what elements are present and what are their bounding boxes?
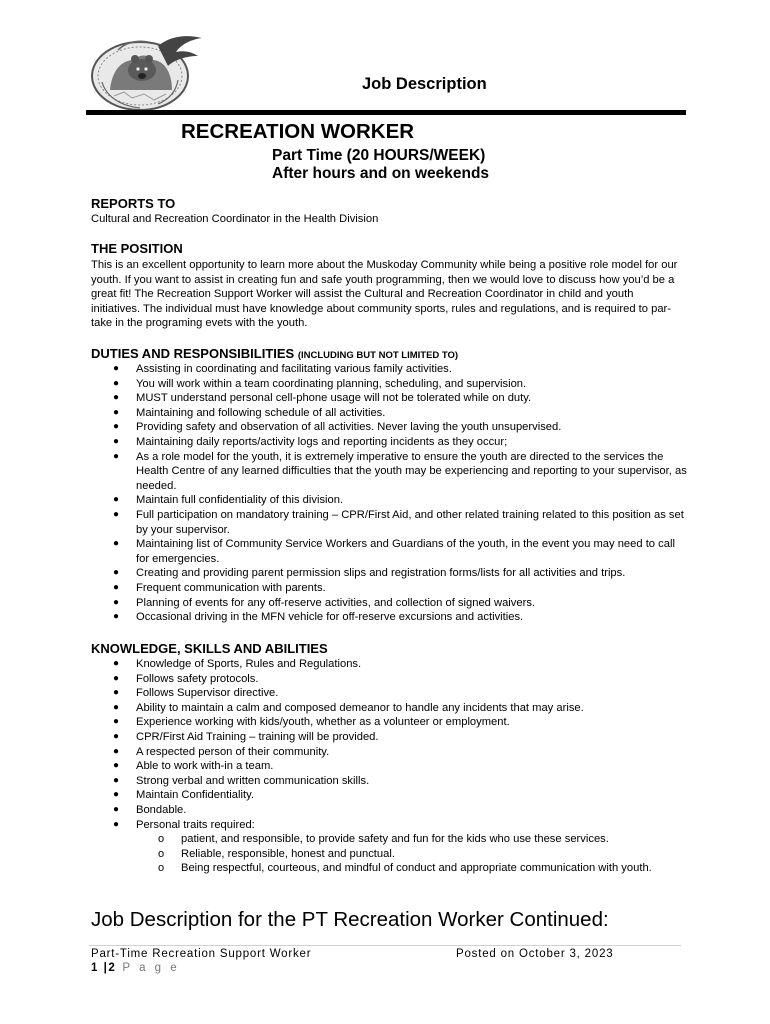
document-label: Job Description <box>362 75 487 93</box>
bullet-icon: ● <box>113 581 120 593</box>
page-current: 1 <box>91 962 99 974</box>
list-item: ● Maintain Confidentiality. <box>113 789 254 802</box>
position-text: This is an excellent opportunity to learn more about the Muskoday Community while being a positive role model for our youth. If you want to assist in creating fun and safe youth programming, then we would love to discuss how you’d be a great fit! The Recreation Support Worker will assist the Cultural and Recreation Coordinator in child and youth initiatives. The individual must have knowledge about community sports, rules and regulations, and is required to par-take in the programing evets with the youth. <box>91 259 678 330</box>
bullet-icon: ● <box>113 596 120 608</box>
list-item: ● As a role model for the youth, it is extremely imperative to ensure the youth are directed to the services the Health Centre of any learned difficulties that the youth may be experiencing and reporting to your supervisor, as needed. <box>113 450 687 492</box>
bullet-icon: ● <box>113 538 120 550</box>
list-item: ● Strong verbal and written communication skills. <box>113 774 370 787</box>
list-item: ● Frequent communication with parents. <box>113 581 326 594</box>
bullet-icon: ● <box>113 406 120 418</box>
bullet-icon: ● <box>113 508 120 520</box>
job-schedule: After hours and on weekends <box>272 165 490 182</box>
bullet-icon: ● <box>113 567 120 579</box>
bullet-icon: ● <box>113 818 120 830</box>
bullet-icon: ● <box>113 687 120 699</box>
job-hours: Part Time (20 HOURS/WEEK) <box>272 147 486 164</box>
list-item: ● Follows Supervisor directive. <box>113 687 279 700</box>
reports-to-heading: REPORTS TO <box>91 196 176 211</box>
job-title: RECREATION WORKER <box>181 120 415 143</box>
list-item: ● Providing safety and observation of all activities. Never laving the youth unsupervised. <box>113 421 562 434</box>
ksa-heading: KNOWLEDGE, SKILLS AND ABILITIES <box>91 641 328 656</box>
circle-bullet-icon: o <box>158 862 165 875</box>
list-item: ● MUST understand personal cell-phone usage will not be tolerated while on duty. <box>113 392 532 405</box>
list-item: ● Creating and providing parent permission slips and registration forms/lists for all activities and trips. <box>113 567 626 580</box>
bullet-icon: ● <box>113 494 120 506</box>
position-heading: THE POSITION <box>91 241 183 256</box>
circle-bullet-icon: o <box>158 847 165 860</box>
duties-heading <box>91 346 458 361</box>
bullet-icon: ● <box>113 701 120 713</box>
list-item: ● Assisting in coordinating and facilitating various family activities. <box>113 363 452 375</box>
continued-heading: Job Description for the PT Recreation Worker Continued: <box>91 908 609 931</box>
list-item: ● A respected person of their community. <box>113 745 330 758</box>
bullet-icon: ● <box>113 450 120 462</box>
list-item: o Being respectful, courteous, and mindful of conduct and appropriate communication with youth. <box>158 862 652 875</box>
duties-heading-note: (INCLUDING BUT NOT LIMITED TO) <box>297 350 459 361</box>
circle-bullet-icon: o <box>158 833 165 846</box>
list-item: o patient, and responsible, to provide safety and fun for the kids who use these services. <box>158 833 609 846</box>
list-item: ● Ability to maintain a calm and composed demeanor to handle any incidents that may arise. <box>113 701 584 714</box>
list-item: ● Bondable. <box>113 803 187 816</box>
page-total: 2 <box>108 962 117 974</box>
bullet-icon: ● <box>113 760 120 772</box>
bullet-icon: ● <box>113 730 120 742</box>
duties-heading-label: DUTIES AND RESPONSIBILITIES <box>91 346 295 361</box>
list-item: ● CPR/First Aid Training – training will be provided. <box>113 730 379 743</box>
list-item: ● You will work within a team coordinating planning, scheduling, and supervision. <box>113 377 527 390</box>
bullet-icon: ● <box>113 774 120 786</box>
list-item: ● Maintaining list of Community Service Workers and Guardians of the youth, in the event you may need to call for emergencies. <box>113 538 675 565</box>
bullet-icon: ● <box>113 435 120 447</box>
list-item: ● Planning of events for any off-reserve activities, and collection of signed waivers. <box>113 596 536 609</box>
ksa-list <box>91 657 691 876</box>
reports-to-text: Cultural and Recreation Coordinator in the Health Division <box>91 213 379 225</box>
list-item: ● Maintain full confidentiality of this division. <box>113 494 344 507</box>
footer-position-title: Part-Time Recreation Support Worker <box>91 948 312 960</box>
page-separator: | <box>98 962 109 974</box>
list-item: ● Knowledge of Sports, Rules and Regulations. <box>113 658 362 670</box>
bullet-icon: ● <box>113 611 120 623</box>
bullet-icon: ● <box>113 745 120 757</box>
list-item: ● Personal traits required: o patient, and responsible, to provide safety and fun for the kids who use these services. o Reliable, responsible, honest and punctual. o Being respectful, courteous, and mindful of conduct and appropriate communication with youth. <box>91 818 691 876</box>
page-word: P a g e <box>116 962 180 974</box>
bullet-icon: ● <box>113 363 120 374</box>
list-item: ● Able to work with-in a team. <box>113 760 274 773</box>
bullet-icon: ● <box>113 658 120 669</box>
organization-logo <box>88 30 206 114</box>
bullet-icon: ● <box>113 716 120 728</box>
bullet-icon: ● <box>113 789 120 801</box>
bullet-icon: ● <box>113 421 120 433</box>
bear-eagle-logo-icon <box>88 30 206 114</box>
list-item: o Reliable, responsible, honest and punctual. <box>158 847 395 860</box>
traits-list <box>136 832 691 876</box>
header-divider <box>86 110 686 115</box>
duties-list <box>91 362 691 625</box>
list-item: ● Experience working with kids/youth, whether as a volunteer or employment. <box>113 716 510 729</box>
bullet-icon: ● <box>113 803 120 815</box>
list-item: ● Maintaining daily reports/activity logs and reporting incidents as they occur; <box>113 435 508 448</box>
list-item: ● Maintaining and following schedule of all activities. <box>113 406 386 419</box>
footer-posted-date: Posted on October 3, 2023 <box>456 948 614 960</box>
list-item: ● Full participation on mandatory training – CPR/First Aid, and other related training related to this position as set by your supervisor. <box>113 508 684 536</box>
bullet-icon: ● <box>113 672 120 684</box>
list-item: ● Follows safety protocols. <box>113 672 259 685</box>
page-number <box>91 962 180 974</box>
bullet-icon: ● <box>113 392 120 404</box>
footer-divider <box>89 945 681 946</box>
bullet-icon: ● <box>113 377 120 389</box>
list-item: ● Occasional driving in the MFN vehicle for off-reserve excursions and activities. <box>113 611 524 624</box>
